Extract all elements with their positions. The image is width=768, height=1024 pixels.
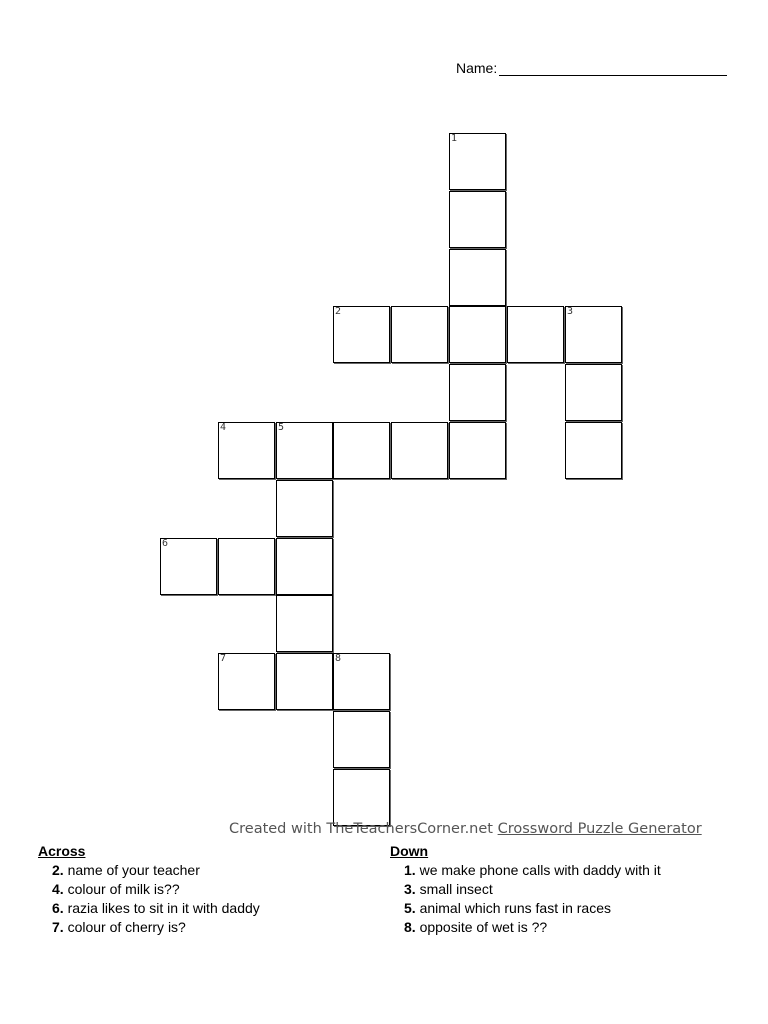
clue-text: colour of milk is?? bbox=[67, 881, 180, 897]
crossword-cell[interactable] bbox=[449, 249, 506, 306]
credit-line bbox=[229, 821, 702, 837]
clue-text: razia likes to sit in it with daddy bbox=[67, 900, 260, 916]
crossword-cell[interactable] bbox=[333, 769, 390, 826]
crossword-cell[interactable] bbox=[333, 711, 390, 768]
crossword-cell[interactable] bbox=[565, 364, 622, 421]
crossword-cell[interactable] bbox=[276, 480, 333, 537]
clue-number: 1. bbox=[404, 862, 416, 878]
clue-item bbox=[38, 861, 260, 880]
clue-number: 5. bbox=[404, 900, 416, 916]
crossword-cell[interactable] bbox=[160, 538, 217, 595]
crossword-cell[interactable] bbox=[507, 306, 564, 363]
crossword-cell[interactable] bbox=[333, 306, 390, 363]
crossword-cell[interactable] bbox=[391, 422, 448, 479]
name-blank-line[interactable] bbox=[499, 57, 727, 76]
crossword-cell[interactable] bbox=[276, 422, 333, 479]
crossword-cell[interactable] bbox=[449, 364, 506, 421]
down-heading: Down bbox=[390, 843, 429, 859]
name-label: Name: bbox=[456, 60, 498, 76]
crossword-cell[interactable] bbox=[449, 133, 506, 190]
crossword-cell[interactable] bbox=[565, 306, 622, 363]
clue-number: 4. bbox=[52, 881, 64, 897]
cell-number: 4 bbox=[220, 422, 227, 433]
cell-number: 3 bbox=[567, 306, 574, 317]
clue-item bbox=[390, 918, 661, 937]
crossword-cell[interactable] bbox=[449, 191, 506, 248]
across-heading: Across bbox=[38, 843, 86, 859]
clue-item bbox=[38, 899, 260, 918]
clue-number: 7. bbox=[52, 919, 64, 935]
cell-number: 1 bbox=[451, 133, 458, 144]
crossword-cell[interactable] bbox=[565, 422, 622, 479]
clue-item bbox=[390, 861, 661, 880]
cell-number: 7 bbox=[220, 653, 227, 664]
clue-number: 6. bbox=[52, 900, 64, 916]
clue-text: small insect bbox=[419, 881, 493, 897]
crossword-cell[interactable] bbox=[218, 538, 275, 595]
crossword-cell[interactable] bbox=[333, 653, 390, 710]
cell-number: 2 bbox=[335, 306, 342, 317]
crossword-cell[interactable] bbox=[449, 306, 506, 363]
clue-number: 8. bbox=[404, 919, 416, 935]
crossword-cell[interactable] bbox=[449, 422, 506, 479]
cell-number: 6 bbox=[162, 538, 169, 549]
name-field bbox=[456, 57, 727, 76]
cell-number: 5 bbox=[278, 422, 285, 433]
crossword-cell[interactable] bbox=[218, 422, 275, 479]
clue-item bbox=[38, 918, 260, 937]
crossword-generator-link[interactable]: Crossword Puzzle Generator bbox=[497, 821, 702, 837]
cell-number: 8 bbox=[335, 653, 342, 664]
clue-item bbox=[390, 880, 661, 899]
clue-item bbox=[390, 899, 661, 918]
crossword-cell[interactable] bbox=[276, 538, 333, 595]
clue-number: 2. bbox=[52, 862, 64, 878]
down-clues bbox=[390, 842, 661, 937]
crossword-cell[interactable] bbox=[276, 595, 333, 652]
clue-text: opposite of wet is ?? bbox=[419, 919, 548, 935]
clue-text: colour of cherry is? bbox=[67, 919, 186, 935]
crossword-cell[interactable] bbox=[218, 653, 275, 710]
clue-text: animal which runs fast in races bbox=[419, 900, 611, 916]
clue-text: name of your teacher bbox=[67, 862, 200, 878]
clue-text: we make phone calls with daddy with it bbox=[419, 862, 661, 878]
credit-text: Created with TheTeachersCorner.net bbox=[229, 821, 493, 837]
clue-number: 3. bbox=[404, 881, 416, 897]
crossword-cell[interactable] bbox=[276, 653, 333, 710]
crossword-cell[interactable] bbox=[333, 422, 390, 479]
clue-item bbox=[38, 880, 260, 899]
crossword-cell[interactable] bbox=[391, 306, 448, 363]
across-clues bbox=[38, 842, 260, 937]
